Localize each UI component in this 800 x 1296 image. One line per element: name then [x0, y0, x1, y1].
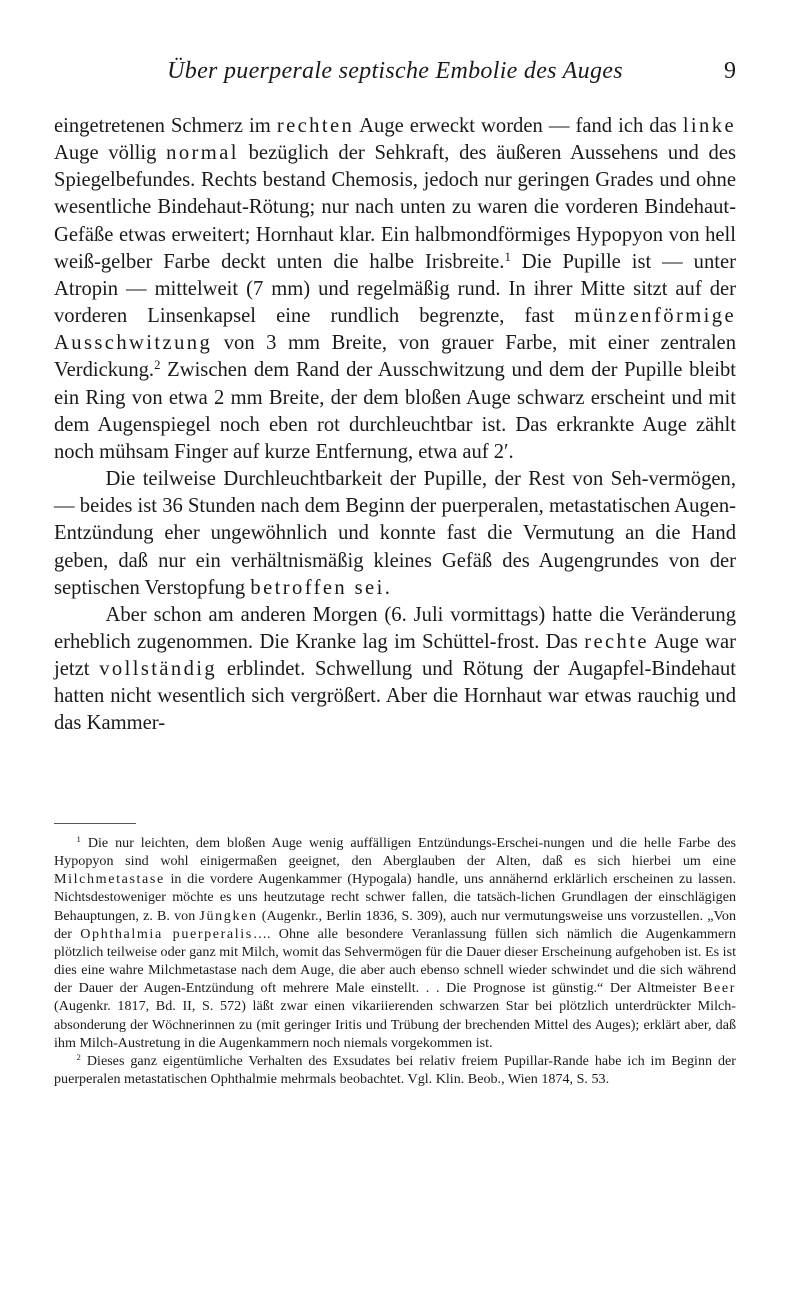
text-run: Dieses ganz eigentümliche Verhalten des Exsudates bei relativ freiem Pupillar-Rande habe ich im Beginn der puerperalen metastatischen Ophthalmie mehrmals beobachtet. Vgl. Klin. Beob., Wien 1874, S. 53. — [54, 1052, 736, 1088]
page-number: 9 — [724, 58, 736, 84]
text-run: (Augenkr. 1817, Bd. II, S. 572) läßt zwar einen vikariierenden schwarzen Star bei plötzlich unterdrückter Milch-absonderung der Wöchnerinnen zu (mit geringer Iritis und Trübung der brechenden Mittel des Auges); erklärt aber, daß ihm Milch-Austretung in die Augenkammern noch niemals vorgekommen ist. — [54, 998, 736, 1051]
body-text — [54, 113, 736, 738]
spaced-emphasis: Jüngken — [199, 907, 258, 924]
footnote-marker: 2 — [76, 1052, 81, 1063]
spaced-emphasis: Milchmetastase — [54, 871, 165, 888]
paragraph-3 — [54, 602, 736, 738]
footnote-ref-1: 1 — [504, 249, 511, 264]
spaced-emphasis: betroffen sei. — [250, 576, 393, 599]
spaced-emphasis: Beer — [702, 980, 736, 997]
text-run: von 3 mm Breite, von grauer Farbe, mit einer zentralen Verdickung. — [54, 332, 736, 382]
text-run: bezüglich der Sehkraft, des äußeren Aussehens und des Spiegelbefundes. Rechts bestand Chemosis, jedoch nur geringen Grades und ohne wesentliche Bindehaut-Rötung; nur nach unten zu waren die vorderen Bindehaut-Gefäße etwas erweitert; Hornhaut klar. Ein halbmondförmiges Hypopyon von hell weiß-gelber Farbe deckt unten die halbe Irisbreite. — [54, 142, 736, 273]
spaced-emphasis: vollständig — [99, 658, 218, 681]
running-header — [54, 58, 736, 102]
footnote-divider — [54, 823, 136, 824]
footnote-marker: 1 — [76, 834, 81, 845]
footnotes — [54, 834, 736, 1088]
text-run: Aber schon am anderen Morgen (6. Juli vormittags) hatte die Veränderung erheblich zugenommen. Die Kranke lag im Schüttel-frost. Das — [54, 603, 736, 653]
footnote-2 — [54, 1052, 736, 1088]
text-run: erblindet. Schwellung und Rötung der Augapfel-Bindehaut hatten nicht wesentlich sich vergrößert. Aber die Hornhaut war etwas rauchig und das Kammer- — [54, 658, 736, 735]
spaced-emphasis: rechten — [276, 115, 355, 137]
text-run: Die nur leichten, dem bloßen Auge wenig auffälligen Entzündungs-Erschei-nungen und die helle Farbe des Hypopyon sind wohl einigermaßen geeignet, den Aberglauben der Alten, daß es sich hierbei um eine — [54, 835, 736, 870]
footnote-ref-2: 2 — [154, 358, 161, 373]
spaced-emphasis: Ophthalmia puerperalis — [80, 925, 253, 942]
footnote-1 — [54, 834, 736, 1052]
text-run: eingetretenen Schmerz im — [54, 115, 277, 137]
text-run: Zwischen dem Rand der Ausschwitzung und dem der Pupille bleibt ein Ring von etwa 2 mm Breite, der dem bloßen Auge schwarz erscheint und mit dem Augenspiegel noch eben rot durchleuchtbar ist. Das erkrankte Auge zählt noch mühsam Finger auf kurze Entfernung, etwa auf 2′. — [54, 359, 736, 463]
spaced-emphasis: normal — [166, 142, 239, 165]
spaced-emphasis: münzenförmige Ausschwitzung — [54, 305, 736, 355]
text-run: Die Pupille ist — unter Atropin — mittelweit (7 mm) und regelmäßig rund. In ihrer Mitte sitzt auf der vorderen Linsenkapsel eine rundlich begrenzte, fast — [54, 250, 736, 328]
running-title: Über puerperale septische Embolie des Auges — [167, 58, 623, 84]
spaced-emphasis: linke — [682, 115, 736, 137]
text-run: (Augenkr., Berlin 1836, S. 309), auch nur vermutungsweise uns vorzustellen. „Von der — [54, 907, 736, 942]
text-run: Auge war jetzt — [54, 630, 737, 681]
text-run: Auge erweckt worden — fand ich das — [354, 115, 683, 137]
text-run: Auge völlig — [54, 142, 167, 165]
text-run: in die vordere Augenkammer (Hypogala) handle, uns annähernd erklärlich erscheinen zu lassen. Nichtsdestoweniger möchte es uns heutzutage recht schwer fallen, die tatsäch-lichen Grundlagen der einschlägigen Behauptungen, z. B. von — [54, 871, 736, 924]
text-run: …. Ohne alle besondere Veranlassung füllen sich nämlich die Augenkammern plötzlich teilweise oder ganz mit Milch, womit das Sehvermögen für die Dauer dieser Erscheinung aufgehoben ist. Es ist dies eine wahre Milchmetastase nach dem Auge, die aber auch ebenso schnell wieder schwindet und die sich während der Dauer der Augen-Entzündung oft mehrere Male einstellt. . . Die Prognose ist günstig.“ Der Altmeister — [54, 925, 736, 997]
paragraph-2 — [54, 466, 736, 602]
spaced-emphasis: rechte — [584, 630, 649, 653]
paragraph-1 — [54, 113, 736, 466]
text-run: Die teilweise Durchleuchtbarkeit der Pupille, der Rest von Seh-vermögen, — beides ist 36 Stunden nach dem Beginn der puerperalen, metastatischen Augen-Entzündung eher ungewöhnlich und konnte fast die Vermutung an die Hand geben, daß nur ein verhältnismäßig kleines Gefäß des Augengrundes von der septischen Verstopfung — [54, 468, 736, 599]
